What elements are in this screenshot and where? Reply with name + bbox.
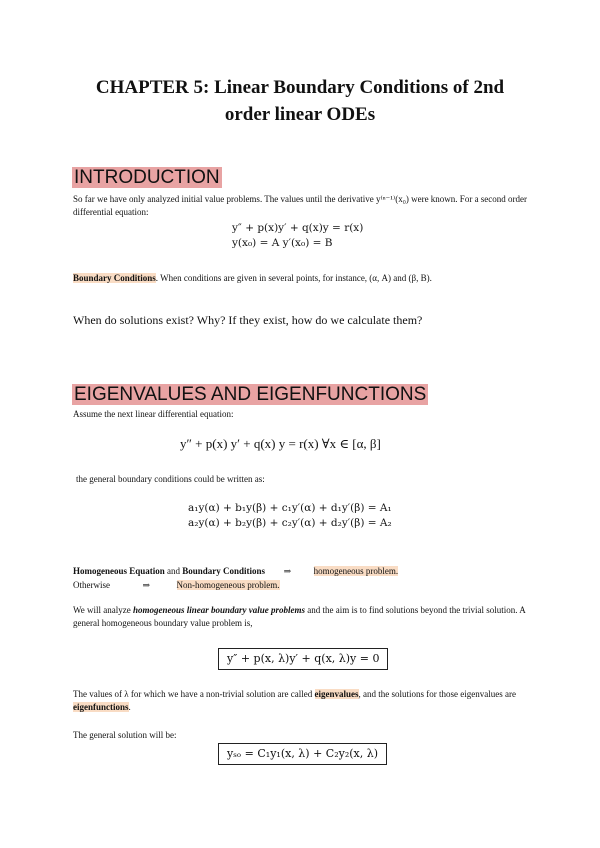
chapter-title bbox=[40, 74, 560, 128]
lambda-pre: The values of λ for which we have a non-trivial solution are called bbox=[73, 689, 315, 699]
implies-arrow-2: ⇒ bbox=[142, 580, 151, 590]
eigen-heading: EIGENVALUES AND EIGENFUNCTIONS bbox=[74, 384, 427, 405]
boundary-conditions-label: Boundary Conditions bbox=[73, 273, 156, 283]
boxed-equation-1: y″ + p(x, λ)y′ + q(x, λ)y = 0 bbox=[218, 648, 388, 670]
intro-eq-line-2: y(x₀) = A y′(x₀) = B bbox=[232, 237, 333, 249]
analyze-paragraph bbox=[73, 604, 528, 630]
intro-eq-line-1: y″ + p(x)y′ + q(x)y = r(x) bbox=[232, 222, 364, 234]
bc-equation-1: a₁y(α) + b₁y(β) + c₁y′(α) + d₁y′(β) = A₁ bbox=[188, 502, 392, 514]
homogeneous-problem: homogeneous problem. bbox=[313, 566, 399, 576]
otherwise-row bbox=[73, 579, 280, 591]
analyze-pre: We will analyze bbox=[73, 605, 133, 615]
intro-equations bbox=[232, 221, 363, 251]
analyze-bold: homogeneous linear boundary value problems bbox=[133, 605, 306, 615]
main-differential-equation: y″ + p(x) y′ + q(x) y = r(x) ∀x ∈ [α, β] bbox=[180, 436, 381, 451]
bc-equation-2: a₂y(α) + b₂y(β) + c₂y′(α) + d₂y′(β) = A₂ bbox=[188, 517, 392, 529]
non-homogeneous-problem: Non-homogeneous problem. bbox=[176, 580, 280, 590]
homogeneous-row bbox=[73, 565, 398, 577]
title-line-2: order linear ODEs bbox=[224, 104, 376, 125]
boundary-conditions-desc: . When conditions are given in several points, for instance, (α, A) and (β, B). bbox=[155, 273, 432, 283]
intro-question: When do solutions exist? Why? If they exist, how do we calculate them? bbox=[73, 313, 423, 327]
lambda-post: . bbox=[128, 702, 131, 712]
implies-arrow-1: ⇒ bbox=[283, 566, 292, 576]
boundary-conditions-text bbox=[73, 272, 528, 285]
homogeneous-equation-label: Homogeneous Equation bbox=[73, 566, 165, 576]
eigenfunctions-label: eigenfunctions bbox=[73, 702, 129, 712]
intro-paragraph: So far we have only analyzed initial value problems. The values until the derivative y⁽ⁿ⁻¹⁾(x₀) were known. For a second order differential equation: bbox=[73, 194, 528, 217]
lambda-mid: , and the solutions for those eigenvalues are bbox=[358, 689, 516, 699]
homogeneous-bc-label: Boundary Conditions bbox=[182, 566, 266, 576]
eigenvalues-label: eigenvalues bbox=[314, 689, 359, 699]
title-line-1: CHAPTER 5: Linear Boundary Conditions of 2nd bbox=[95, 77, 505, 98]
assume-text: Assume the next linear differential equation: bbox=[73, 409, 234, 419]
general-solution-text: The general solution will be: bbox=[73, 730, 177, 740]
boundary-condition-equations bbox=[188, 501, 392, 531]
general-bc-text: the general boundary conditions could be written as: bbox=[76, 474, 265, 484]
boxed-equation-2: yₛₒ = C₁y₁(x, λ) + C₂y₂(x, λ) bbox=[218, 743, 387, 765]
otherwise-label: Otherwise bbox=[73, 580, 110, 590]
eigenvalue-paragraph bbox=[73, 688, 528, 714]
and-word: and bbox=[164, 566, 183, 576]
intro-heading: INTRODUCTION bbox=[74, 167, 220, 188]
analyze-post: and the aim is to find solutions beyond the trivial solution. A general homogeneous boundary value problem is, bbox=[73, 605, 526, 628]
